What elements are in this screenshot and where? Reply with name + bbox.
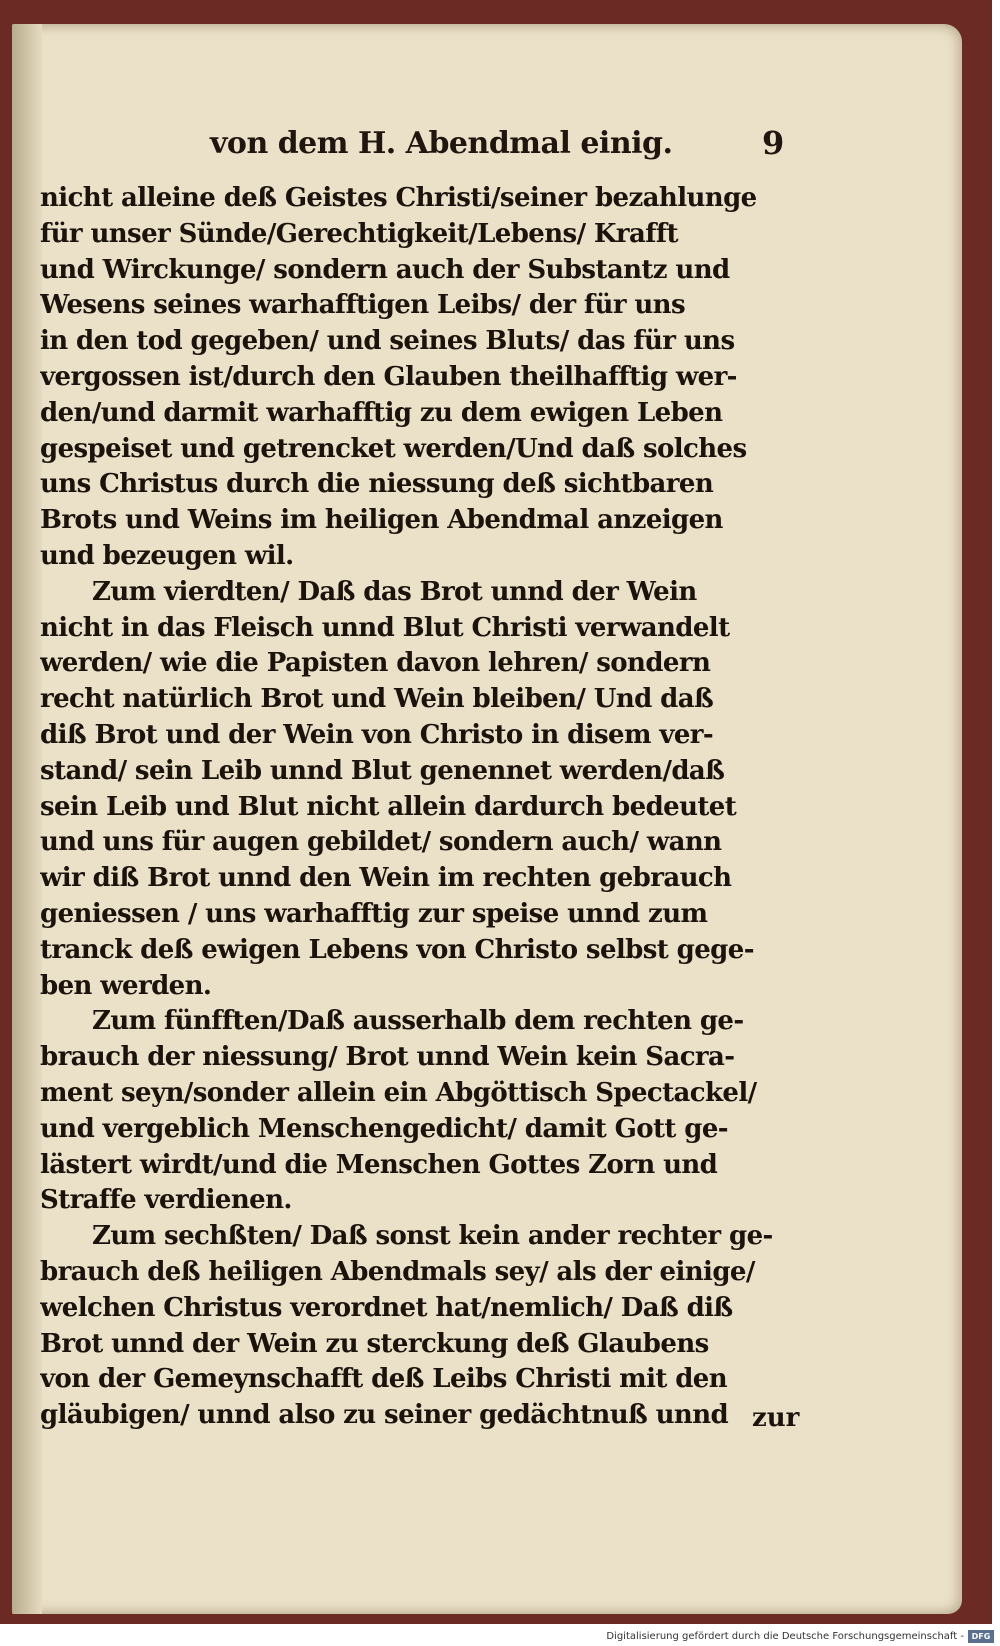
text-line: und uns für augen gebildet/ sondern auch/ wann	[40, 827, 722, 858]
text-line: welchen Christus verordnet hat/nemlich/ Daß diß	[40, 1292, 733, 1323]
text-line: Zum fünfften/Daß ausserhalb dem rechten ge-	[92, 1006, 744, 1037]
text-line: Brot unnd der Wein zu sterckung deß Glaubens	[40, 1328, 709, 1359]
running-title: von dem H. Abendmal einig.	[210, 126, 673, 161]
text-line: und Wirckunge/ sondern auch der Substantz und	[40, 254, 730, 285]
text-line: für unser Sünde/Gerechtigkeit/Lebens/ Krafft	[40, 218, 678, 249]
catchword: zur	[752, 1403, 800, 1433]
text-line: gläubigen/ unnd also zu seiner gedächtnuß unnd	[40, 1400, 729, 1431]
body-text	[40, 181, 800, 1431]
text-line: von der Gemeynschafft deß Leibs Christi mit den	[40, 1364, 728, 1395]
text-line: und vergeblich Menschengedicht/ damit Gott ge-	[40, 1113, 728, 1144]
text-line: gespeiset und getrencket werden/Und daß solches	[40, 433, 747, 464]
page-number: 9	[762, 124, 785, 162]
text-line: wir diß Brot unnd den Wein im rechten gebrauch	[40, 863, 732, 894]
text-line: Zum sechßten/ Daß sonst kein ander rechter ge-	[92, 1221, 773, 1252]
text-line: lästert wirdt/und die Menschen Gottes Zorn und	[40, 1149, 718, 1180]
text-line: diß Brot und der Wein von Christo in disem ver-	[40, 719, 714, 750]
digitization-credit: Digitalisierung gefördert durch die Deutsche Forschungsgemeinschaft -	[606, 1631, 964, 1642]
text-line: sein Leib und Blut nicht allein dardurch bedeutet	[40, 791, 737, 822]
text-line: in den tod gegeben/ und seines Bluts/ das für uns	[40, 326, 735, 357]
text-line: stand/ sein Leib unnd Blut genennet werden/daß	[40, 755, 725, 786]
text-line: nicht in das Fleisch unnd Blut Christi verwandelt	[40, 612, 730, 643]
text-line: ment seyn/sonder allein ein Abgöttisch Spectackel/	[40, 1077, 757, 1108]
text-line: und bezeugen wil.	[40, 540, 294, 571]
text-line: den/und darmit warhafftig zu dem ewigen Leben	[40, 397, 723, 428]
text-line: recht natürlich Brot und Wein bleiben/ Und daß	[40, 684, 714, 715]
text-line: tranck deß ewigen Lebens von Christo selbst gege-	[40, 934, 754, 965]
text-line: uns Christus durch die niessung deß sichtbaren	[40, 469, 714, 500]
text-line: brauch der niessung/ Brot unnd Wein kein Sacra-	[40, 1042, 735, 1073]
text-line: Wesens seines warhafftigen Leibs/ der für uns	[40, 290, 686, 321]
text-line: brauch deß heiligen Abendmals sey/ als der einige/	[40, 1256, 755, 1287]
dfg-logo: DFG	[968, 1630, 994, 1643]
page-gutter-shadow	[12, 24, 42, 1614]
text-line: Straffe verdienen.	[40, 1185, 292, 1216]
text-line: ben werden.	[40, 970, 212, 1001]
text-line: vergossen ist/durch den Glauben theilhafftig wer-	[40, 361, 737, 392]
text-line: nicht alleine deß Geistes Christi/seiner bezahlunge	[40, 183, 757, 213]
text-line: geniessen / uns warhafftig zur speise unnd zum	[40, 898, 708, 929]
text-line: werden/ wie die Papisten davon lehren/ sondern	[40, 648, 711, 679]
text-line: Zum vierdten/ Daß das Brot unnd der Wein	[92, 576, 697, 607]
text-line: Brots und Weins im heiligen Abendmal anzeigen	[40, 505, 723, 536]
